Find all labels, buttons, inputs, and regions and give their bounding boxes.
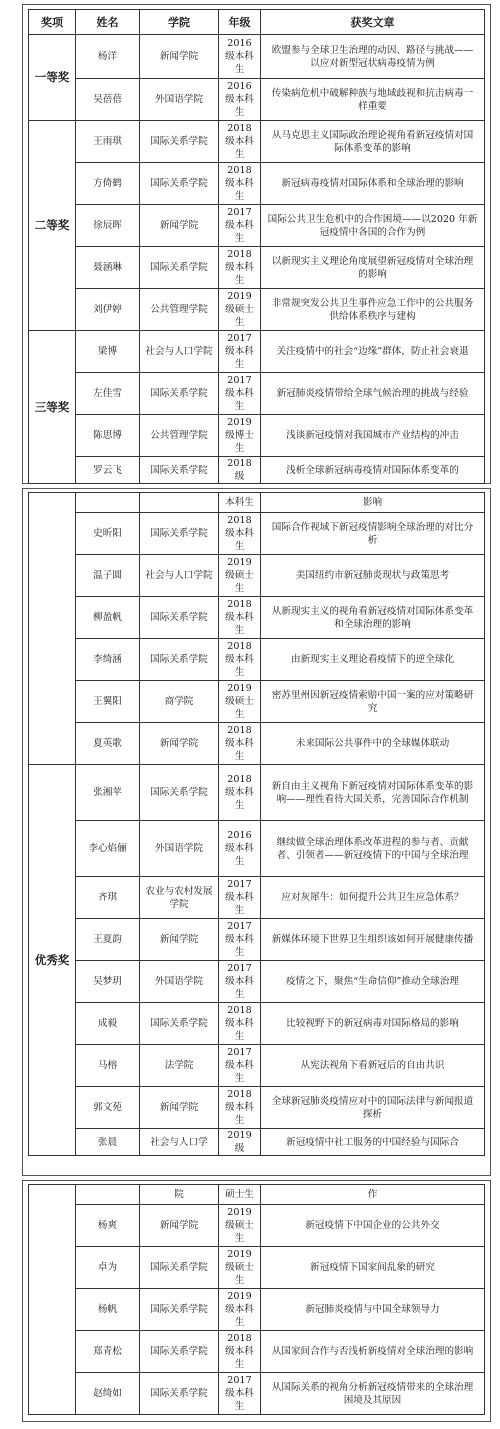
cell-grade: 2017 级本科生 xyxy=(219,1373,261,1415)
cell-school xyxy=(140,493,219,513)
cell-grade: 2018 级本科生 xyxy=(219,723,261,765)
award-third: 三等奖 xyxy=(29,331,76,484)
cell-work: 新冠疫情中社工服务的中国经验与国际合 xyxy=(261,1129,485,1156)
cell-name: 郭文苑 xyxy=(76,1087,140,1129)
table-row xyxy=(29,513,485,555)
cell-work: 新自由主义视角下新冠疫情对国际体系变革的影响——理性看待大国关系，完善国际合作机制 xyxy=(261,765,485,821)
cell-school: 国际关系学院 xyxy=(140,1373,219,1415)
cell-work: 非常规突发公共卫生事件应急工作中的公共服务供给体系秩序与建构 xyxy=(261,289,485,331)
cell-work: 美国纽约市新冠肺炎现状与政策思考 xyxy=(261,555,485,597)
header-school: 学院 xyxy=(140,10,219,35)
cell-school: 国际关系学院 xyxy=(140,1331,219,1373)
table-row xyxy=(29,555,485,597)
table-row xyxy=(29,205,485,247)
cell-work: 密苏里州因新冠疫情索赔中国一案的应对策略研究 xyxy=(261,681,485,723)
table-row xyxy=(29,331,485,373)
cell-name: 吴蓓蓓 xyxy=(76,79,140,121)
cell-work: 国际合作视域下新冠疫情影响全球治理的对比分析 xyxy=(261,513,485,555)
cell-school: 国际关系学院 xyxy=(140,513,219,555)
cell-work: 继续做全球治理体系改革进程的参与者、贡献者、引领者——新冠疫情下的中国与全球治理 xyxy=(261,821,485,877)
cell-grade: 2017 级本科生 xyxy=(219,205,261,247)
cell-school: 商学院 xyxy=(140,681,219,723)
cell-grade: 2018 级本科生 xyxy=(219,121,261,163)
cell-grade: 2018 级本科生 xyxy=(219,1003,261,1045)
table-row xyxy=(29,877,485,919)
cell-school: 国际关系学院 xyxy=(140,163,219,205)
cell-school: 新闻学院 xyxy=(140,723,219,765)
cell-grade: 2018 级本科生 xyxy=(219,247,261,289)
award-table-page-2 xyxy=(28,492,484,1156)
table-row xyxy=(29,289,485,331)
cell-work: 全球新冠肺炎疫情应对中的国际法律与新闻报道探析 xyxy=(261,1087,485,1129)
cell-grade: 2018 级本科生 xyxy=(219,513,261,555)
cell-work: 国际公共卫生危机中的合作困境——以2020 年新冠疫情中各国的合作为例 xyxy=(261,205,485,247)
cell-grade: 本科生 xyxy=(219,493,261,513)
cell-school: 农业与农村发展学院 xyxy=(140,877,219,919)
header-grade: 年级 xyxy=(219,10,261,35)
cell-name: 王翼阳 xyxy=(76,681,140,723)
cell-name: 成毅 xyxy=(76,1003,140,1045)
cell-name: 杨帆 xyxy=(76,1289,140,1331)
table-row xyxy=(29,597,485,639)
cell-name: 聂涵琳 xyxy=(76,247,140,289)
cell-work: 新冠肺炎疫情带给全球气候治理的挑战与经验 xyxy=(261,373,485,415)
cell-school: 国际关系学院 xyxy=(140,373,219,415)
cell-grade: 2018 级本科生 xyxy=(219,1087,261,1129)
table-row xyxy=(29,493,485,513)
cell-work: 以新现实主义理论角度展望新冠疫情对全球治理的影响 xyxy=(261,247,485,289)
cell-name: 王夏韵 xyxy=(76,919,140,961)
cell-school: 新闻学院 xyxy=(140,1205,219,1247)
cell-name: 王雨琪 xyxy=(76,121,140,163)
table-header-row xyxy=(29,10,485,35)
cell-work: 浅析全球新冠病毒疫情对国际体系变革的 xyxy=(261,457,485,484)
cell-work: 疫情之下，聚焦“生命信仰”推动全球治理 xyxy=(261,961,485,1003)
cell-school: 外国语学院 xyxy=(140,821,219,877)
cell-school: 新闻学院 xyxy=(140,919,219,961)
cell-grade: 2018 级本科生 xyxy=(219,597,261,639)
cell-school: 法学院 xyxy=(140,1045,219,1087)
cell-work: 欧盟参与全球卫生治理的动因、路径与挑战——以应对新型冠状病毒疫情为例 xyxy=(261,35,485,79)
table-row xyxy=(29,1129,485,1156)
cell-work: 从新现实主义的视角看新冠疫情对国际体系变革和全球治理的影响 xyxy=(261,597,485,639)
cell-grade: 2019 级 xyxy=(219,1129,261,1156)
cell-name xyxy=(76,1185,140,1205)
award-excellent-continued xyxy=(29,1185,76,1415)
table-row xyxy=(29,1331,485,1373)
table-row xyxy=(29,373,485,415)
cell-school: 社会与人口学 xyxy=(140,1129,219,1156)
cell-school: 国际关系学院 xyxy=(140,597,219,639)
table-row xyxy=(29,1289,485,1331)
cell-school: 新闻学院 xyxy=(140,1087,219,1129)
cell-school: 公共管理学院 xyxy=(140,415,219,457)
table-row xyxy=(29,723,485,765)
cell-work: 作 xyxy=(261,1185,485,1205)
cell-school: 国际关系学院 xyxy=(140,1003,219,1045)
cell-name: 李绮涵 xyxy=(76,639,140,681)
table-row xyxy=(29,121,485,163)
cell-work: 浅谈新冠疫情对我国城市产业结构的冲击 xyxy=(261,415,485,457)
header-name: 姓名 xyxy=(76,10,140,35)
cell-name: 柳盈帆 xyxy=(76,597,140,639)
table-row xyxy=(29,415,485,457)
cell-name: 刘伊婷 xyxy=(76,289,140,331)
cell-grade: 2018 级本科生 xyxy=(219,1331,261,1373)
cell-work: 新冠疫情下国家间乱象的研究 xyxy=(261,1247,485,1289)
cell-name: 杨洋 xyxy=(76,35,140,79)
cell-work: 新冠疫情下中国企业的公共外交 xyxy=(261,1205,485,1247)
cell-school: 国际关系学院 xyxy=(140,1247,219,1289)
table-row xyxy=(29,79,485,121)
cell-name: 陈思博 xyxy=(76,415,140,457)
cell-school: 社会与人口学院 xyxy=(140,331,219,373)
table-row xyxy=(29,1205,485,1247)
cell-grade: 2019 级博士生 xyxy=(219,415,261,457)
table-row xyxy=(29,1185,485,1205)
cell-name: 温子圆 xyxy=(76,555,140,597)
table-row xyxy=(29,1247,485,1289)
cell-name: 张湘苹 xyxy=(76,765,140,821)
table-row xyxy=(29,821,485,877)
cell-name: 方倚鹤 xyxy=(76,163,140,205)
cell-name: 罗云飞 xyxy=(76,457,140,484)
table-row xyxy=(29,457,485,484)
cell-grade: 2019 级硕士生 xyxy=(219,1247,261,1289)
cell-grade: 2017 级本科生 xyxy=(219,331,261,373)
cell-name: 杨爽 xyxy=(76,1205,140,1247)
cell-grade: 2017 级本科生 xyxy=(219,877,261,919)
cell-school: 国际关系学院 xyxy=(140,457,219,484)
cell-school: 国际关系学院 xyxy=(140,639,219,681)
cell-grade: 2017 级本科生 xyxy=(219,919,261,961)
cell-name: 齐琪 xyxy=(76,877,140,919)
cell-school: 新闻学院 xyxy=(140,35,219,79)
table-row xyxy=(29,765,485,821)
award-table-page-1 xyxy=(28,9,484,484)
cell-name: 梁博 xyxy=(76,331,140,373)
header-work: 获奖文章 xyxy=(261,10,485,35)
award-first: 一等奖 xyxy=(29,35,76,121)
cell-grade: 2018 级本科生 xyxy=(219,163,261,205)
cell-work: 从马克思主义国际政治理论视角看新冠疫情对国际体系变革的影响 xyxy=(261,121,485,163)
cell-school: 国际关系学院 xyxy=(140,247,219,289)
table-row xyxy=(29,681,485,723)
cell-name: 赵绮如 xyxy=(76,1373,140,1415)
table-row xyxy=(29,639,485,681)
table-row xyxy=(29,163,485,205)
cell-name: 徐辰晖 xyxy=(76,205,140,247)
cell-work: 从国家间合作与否浅析新疫情对全球治理的影响 xyxy=(261,1331,485,1373)
table-row xyxy=(29,1087,485,1129)
award-second: 二等奖 xyxy=(29,121,76,331)
cell-name: 郑青松 xyxy=(76,1331,140,1373)
cell-work: 传染病危机中破解种族与地域歧视和抗击病毒一样重要 xyxy=(261,79,485,121)
cell-school: 新闻学院 xyxy=(140,205,219,247)
cell-grade: 2017 级本科生 xyxy=(219,373,261,415)
cell-name: 吴梦玥 xyxy=(76,961,140,1003)
cell-name xyxy=(76,493,140,513)
cell-name: 左佳雪 xyxy=(76,373,140,415)
cell-grade: 2019 级硕士生 xyxy=(219,555,261,597)
award-third-continued xyxy=(29,493,76,765)
cell-grade: 2017 级本科生 xyxy=(219,1045,261,1087)
cell-school: 国际关系学院 xyxy=(140,765,219,821)
cell-work: 新冠病毒疫情对国际体系和全球治理的影响 xyxy=(261,163,485,205)
cell-grade: 2018 级本科生 xyxy=(219,639,261,681)
cell-work: 新冠肺炎疫情与中国全球领导力 xyxy=(261,1289,485,1331)
cell-grade: 2016 级本科生 xyxy=(219,35,261,79)
table-row xyxy=(29,35,485,79)
cell-grade: 2016 级本科生 xyxy=(219,79,261,121)
cell-grade: 2019 级硕士生 xyxy=(219,681,261,723)
cell-school: 公共管理学院 xyxy=(140,289,219,331)
cell-grade: 2019 级硕士生 xyxy=(219,289,261,331)
cell-work: 比较视野下的新冠病毒对国际格局的影响 xyxy=(261,1003,485,1045)
cell-work: 由新现实主义理论看疫情下的逆全球化 xyxy=(261,639,485,681)
cell-school: 外国语学院 xyxy=(140,961,219,1003)
cell-work: 新媒体环境下世界卫生组织该如何开展健康传播 xyxy=(261,919,485,961)
table-row xyxy=(29,919,485,961)
cell-grade: 硕士生 xyxy=(219,1185,261,1205)
cell-name: 张晨 xyxy=(76,1129,140,1156)
cell-work: 影响 xyxy=(261,493,485,513)
cell-name: 史昕阳 xyxy=(76,513,140,555)
cell-name: 李心焰俪 xyxy=(76,821,140,877)
cell-grade: 2019 级本科生 xyxy=(219,1289,261,1331)
cell-school: 国际关系学院 xyxy=(140,1289,219,1331)
cell-name: 马榕 xyxy=(76,1045,140,1087)
cell-grade: 2018 级本科生 xyxy=(219,765,261,821)
cell-work: 应对灰犀牛：如何提升公共卫生应急体系？ xyxy=(261,877,485,919)
cell-work: 从国际关系的视角分析新冠疫情带来的全球治理困境及其原因 xyxy=(261,1373,485,1415)
cell-school: 社会与人口学院 xyxy=(140,555,219,597)
table-row xyxy=(29,247,485,289)
cell-school: 外国语学院 xyxy=(140,79,219,121)
cell-work: 未来国际公共事件中的全球媒体联动 xyxy=(261,723,485,765)
cell-grade: 2016 级本科生 xyxy=(219,821,261,877)
cell-name: 夏英歌 xyxy=(76,723,140,765)
table-row xyxy=(29,1045,485,1087)
cell-work: 关注疫情中的社会“边缘”群体，防止社会衰退 xyxy=(261,331,485,373)
award-table-page-3 xyxy=(28,1184,484,1415)
cell-grade: 2019 级硕士生 xyxy=(219,1205,261,1247)
header-award: 奖项 xyxy=(29,10,76,35)
award-excellent: 优秀奖 xyxy=(29,765,76,1156)
cell-school: 国际关系学院 xyxy=(140,121,219,163)
cell-school: 院 xyxy=(140,1185,219,1205)
cell-grade: 2017 级本科生 xyxy=(219,961,261,1003)
cell-name: 卓为 xyxy=(76,1247,140,1289)
table-row xyxy=(29,961,485,1003)
cell-work: 从宪法视角下看新冠后的自由共识 xyxy=(261,1045,485,1087)
table-row xyxy=(29,1373,485,1415)
cell-grade: 2018 级 xyxy=(219,457,261,484)
table-row xyxy=(29,1003,485,1045)
